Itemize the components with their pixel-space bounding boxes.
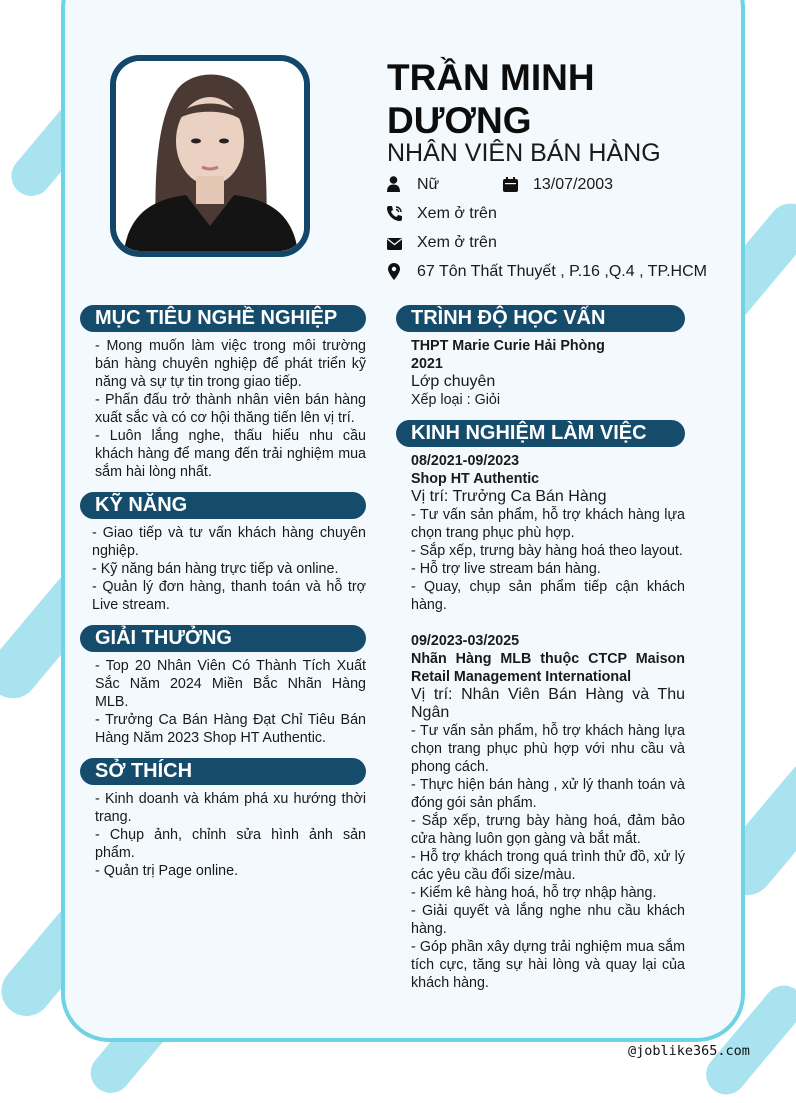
profile-photo (110, 55, 310, 257)
education-content (411, 337, 685, 409)
job-period: 09/2023-03/2025 (411, 633, 520, 649)
calendar-icon (503, 177, 518, 197)
job-duty: - Tư vấn sản phẩm, hỗ trợ khách hàng lựa chọn trang phục phù hợp. (411, 507, 685, 541)
job-duty: - Sắp xếp, trưng bày hàng hoá, đảm bảo cửa hàng luôn gọn gàng và bắt mắt. (411, 813, 685, 847)
awards-line: - Top 20 Nhân Viên Có Thành Tích Xuất Sắc Năm 2024 Miền Bắc Nhãn Hàng MLB. (95, 658, 366, 710)
objective-line: - Luôn lắng nghe, thấu hiểu nhu cầu khách hàng để mang đến trải nghiệm mua sắm hài lòng nhất. (95, 428, 366, 480)
job-period: 08/2021-09/2023 (411, 453, 520, 469)
envelope-icon (387, 237, 402, 255)
job-title: NHÂN VIÊN BÁN HÀNG (387, 139, 661, 167)
gender-value: Nữ (417, 176, 440, 193)
phone-value: Xem ở trên (417, 205, 497, 222)
job-duty: - Sắp xếp, trưng bày hàng hoá theo layout. (411, 543, 683, 559)
skills-line: - Giao tiếp và tư vấn khách hàng chuyên nghiệp. (92, 525, 366, 559)
academic-rank: Xếp loại : Giỏi (411, 392, 501, 408)
hobbies-line: - Kinh doanh và khám phá xu hướng thời trang. (95, 791, 366, 825)
job-duty: - Thực hiện bán hàng , xử lý thanh toán và đóng gói sản phẩm. (411, 777, 685, 811)
skills-line: - Kỹ năng bán hàng trực tiếp và online. (92, 561, 339, 577)
hobbies-line: - Quản trị Page online. (95, 863, 239, 879)
class-type: Lớp chuyên (411, 373, 496, 390)
section-header-education: TRÌNH ĐỘ HỌC VẤN (396, 305, 685, 332)
job-duty: - Hỗ trợ khách trong quá trình thử đồ, xử lý các yêu cầu đổi size/màu. (411, 849, 685, 883)
job-duty: - Hỗ trợ live stream bán hàng. (411, 561, 601, 577)
section-header-experience: KINH NGHIỆM LÀM VIỆC (396, 420, 685, 447)
job-duty: - Tư vấn sản phẩm, hỗ trợ khách hàng lựa chọn trang phục phù hợp với nhu cầu và phong cách. (411, 723, 685, 775)
hobbies-line: - Chụp ảnh, chỉnh sửa hình ảnh sản phẩm. (95, 827, 366, 861)
section-header-objective: MỤC TIÊU NGHỀ NGHIỆP (80, 305, 366, 332)
portrait-image (116, 61, 304, 251)
objective-line: - Phấn đấu trở thành nhân viên bán hàng xuất sắc và có cơ hội thăng tiến lên vị trí. (95, 392, 366, 426)
job-duty: - Quay, chụp sản phẩm tiếp cận khách hàng. (411, 579, 685, 613)
skills-line: - Quản lý đơn hàng, thanh toán và hỗ trợ Live stream. (92, 579, 366, 613)
footer-watermark: @joblike365.com (628, 1043, 750, 1059)
address-value: 67 Tôn Thất Thuyết , P.16 ,Q.4 , TP.HCM (417, 263, 707, 280)
person-icon (387, 176, 400, 197)
awards-content (95, 657, 366, 747)
objective-content (95, 337, 366, 481)
job-company: Nhãn Hàng MLB thuộc CTCP Maison Retail Management International (411, 651, 685, 685)
job-position: Vị trí: Nhân Viên Bán Hàng và Thu Ngân (411, 686, 685, 721)
awards-line: - Trưởng Ca Bán Hàng Đạt Chỉ Tiêu Bán Hàng Năm 2023 Shop HT Authentic. (95, 712, 366, 746)
job-position: Vị trí: Trưởng Ca Bán Hàng (411, 488, 607, 505)
job-duty: - Giải quyết và lắng nghe nhu cầu khách hàng. (411, 903, 685, 937)
section-header-awards: GIẢI THƯỞNG (80, 625, 366, 652)
job-duty: - Kiểm kê hàng hoá, hỗ trợ nhập hàng. (411, 885, 657, 901)
birthdate-value: 13/07/2003 (533, 176, 614, 193)
section-header-hobbies: SỞ THÍCH (80, 758, 366, 785)
phone-icon (386, 205, 403, 227)
job-duty: - Góp phần xây dựng trải nghiệm mua sắm tích cực, tăng sự hài lòng và quay lại của khách hàng. (411, 939, 685, 991)
experience-content (411, 452, 685, 992)
school-name: THPT Marie Curie Hải Phòng (411, 338, 605, 354)
objective-line: - Mong muốn làm việc trong môi trường bán hàng chuyên nghiệp để phát triển kỹ năng và sự tự tin trong giao tiếp. (95, 338, 366, 390)
skills-content (92, 524, 366, 614)
graduation-year: 2021 (411, 356, 443, 372)
map-pin-icon (388, 263, 400, 285)
job-company: Shop HT Authentic (411, 471, 540, 487)
candidate-name: TRẦN MINH DƯƠNG (387, 57, 595, 141)
hobbies-content (95, 790, 366, 880)
section-header-skills: KỸ NĂNG (80, 492, 366, 519)
email-value: Xem ở trên (417, 234, 497, 251)
